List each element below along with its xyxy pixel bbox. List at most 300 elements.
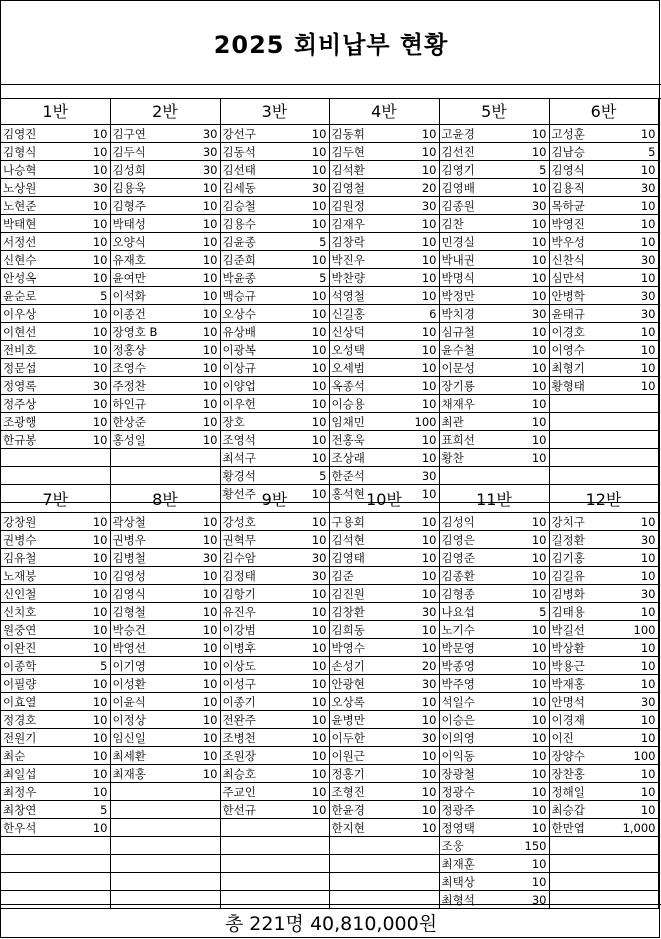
member-amount: 10 [385,449,439,467]
member-name: 정홍기 [329,765,385,783]
member-amount: 5 [605,143,658,161]
member-name [110,801,166,819]
member-name: 나요섭 [439,603,495,621]
member-name [1,855,57,873]
class-header: 11반 [439,487,549,513]
member-name: 신상덕 [329,323,385,341]
member-name: 김유철 [1,549,57,567]
member-amount: 10 [57,603,110,621]
member-amount: 10 [57,621,110,639]
member-name: 이현선 [1,323,57,341]
member-name: 정주상 [1,395,57,413]
member-amount: 10 [166,215,220,233]
member-amount: 10 [166,621,220,639]
member-name: 옥종석 [329,377,385,395]
member-row [1,855,658,873]
member-amount: 10 [276,125,329,143]
member-name: 백승규 [220,287,276,305]
member-row [1,143,658,161]
member-amount: 10 [495,233,549,251]
member-name: 신인철 [1,585,57,603]
member-name: 김병화 [549,585,605,603]
member-name: 최관 [439,413,495,431]
member-name: 석영철 [329,287,385,305]
member-name: 박태성 [110,215,166,233]
member-amount: 10 [605,729,658,747]
top-class-table [1,99,659,503]
member-name [220,819,276,837]
member-amount: 10 [276,711,329,729]
member-name: 한우석 [1,819,57,837]
member-amount: 10 [166,179,220,197]
member-amount: 10 [495,711,549,729]
member-amount: 10 [57,531,110,549]
member-amount: 10 [276,531,329,549]
member-amount: 10 [57,585,110,603]
member-amount: 10 [605,233,658,251]
member-row [1,395,658,413]
member-amount: 10 [385,639,439,657]
member-amount: 30 [495,305,549,323]
member-amount: 10 [495,639,549,657]
member-amount: 10 [57,323,110,341]
member-amount: 10 [495,413,549,431]
member-name: 김선진 [439,143,495,161]
member-name: 유재호 [110,251,166,269]
member-name: 조웅 [439,837,495,855]
member-row [1,567,658,585]
member-name: 오상수 [220,305,276,323]
member-amount: 10 [57,567,110,585]
class-header: 12반 [549,487,658,513]
member-name [1,467,57,485]
member-row [1,585,658,603]
member-name: 박승건 [110,621,166,639]
member-amount [166,467,220,485]
member-name [1,873,57,891]
member-amount: 10 [57,783,110,801]
member-amount [385,837,439,855]
member-name: 김병철 [110,549,166,567]
member-name: 강선구 [220,125,276,143]
member-amount: 10 [605,657,658,675]
member-name: 조광행 [1,413,57,431]
member-amount: 10 [495,675,549,693]
member-name: 이상규 [220,359,276,377]
member-amount: 10 [495,269,549,287]
member-name [549,855,605,873]
member-name: 권병수 [1,531,57,549]
member-name [110,819,166,837]
member-name: 박재홍 [549,675,605,693]
member-amount: 10 [495,395,549,413]
member-name: 권혁무 [220,531,276,549]
member-amount [57,467,110,485]
member-name: 이성환 [110,675,166,693]
member-name: 김영식 [110,585,166,603]
member-name: 김형종 [439,585,495,603]
member-name: 황선주 [220,485,276,503]
member-amount: 10 [495,323,549,341]
member-name: 유상배 [220,323,276,341]
member-name: 이양업 [220,377,276,395]
member-amount: 10 [57,197,110,215]
member-name: 심규철 [439,323,495,341]
member-name: 이종건 [110,305,166,323]
spacer-row [1,85,661,99]
member-amount: 100 [605,621,658,639]
member-amount: 10 [276,305,329,323]
member-amount [605,431,658,449]
member-amount: 5 [57,287,110,305]
member-name: 김용수 [220,215,276,233]
member-row [1,233,658,251]
member-name: 한지현 [329,819,385,837]
member-amount: 10 [495,819,549,837]
member-name: 김영태 [329,549,385,567]
member-row [1,621,658,639]
member-amount: 10 [276,215,329,233]
member-name [220,837,276,855]
member-name: 김재우 [329,215,385,233]
member-name: 신길홍 [329,305,385,323]
member-amount: 10 [57,359,110,377]
member-amount: 10 [385,431,439,449]
member-name [329,855,385,873]
member-amount: 10 [495,287,549,305]
member-amount: 5 [57,801,110,819]
member-row [1,729,658,747]
member-name [110,783,166,801]
class-header: 7반 [1,487,110,513]
member-amount: 10 [276,359,329,377]
member-amount: 10 [385,341,439,359]
member-amount: 10 [57,161,110,179]
member-amount: 10 [495,431,549,449]
member-amount: 10 [57,413,110,431]
member-name: 김영기 [439,161,495,179]
member-name: 유진우 [220,603,276,621]
member-name: 김원정 [329,197,385,215]
member-row [1,657,658,675]
member-amount [57,449,110,467]
member-name: 전홍욱 [329,431,385,449]
member-name: 조영석 [220,431,276,449]
member-amount: 10 [385,359,439,377]
member-amount [605,449,658,467]
member-amount: 10 [276,693,329,711]
member-name: 이광복 [220,341,276,359]
member-row [1,873,658,891]
member-amount: 10 [605,359,658,377]
member-amount: 10 [276,657,329,675]
member-name: 김승철 [220,197,276,215]
member-amount: 10 [495,341,549,359]
member-name: 장찬홍 [549,765,605,783]
member-name: 이효열 [1,693,57,711]
member-name: 손성기 [329,657,385,675]
member-name: 이기영 [110,657,166,675]
member-name: 나승혁 [1,161,57,179]
member-amount: 10 [57,513,110,531]
member-amount: 10 [495,873,549,891]
member-name: 박치경 [439,305,495,323]
member-amount: 10 [276,251,329,269]
member-name: 한만엽 [549,819,605,837]
member-name: 이병후 [220,639,276,657]
member-amount [166,783,220,801]
member-name: 김동휘 [329,125,385,143]
member-amount: 10 [57,549,110,567]
member-amount: 10 [276,585,329,603]
member-amount: 10 [57,765,110,783]
member-name: 이우헌 [220,395,276,413]
member-name: 한규봉 [1,431,57,449]
member-name: 김수암 [220,549,276,567]
member-name: 권병우 [110,531,166,549]
member-row [1,197,658,215]
member-amount [57,873,110,891]
member-amount: 20 [385,657,439,675]
member-name: 김종환 [439,567,495,585]
member-name: 박영진 [549,215,605,233]
member-amount: 1,000 [605,819,658,837]
member-amount: 10 [166,711,220,729]
member-amount: 20 [385,179,439,197]
member-name: 윤순로 [1,287,57,305]
member-name: 김석현 [329,531,385,549]
member-amount: 10 [276,675,329,693]
member-name [220,873,276,891]
member-amount: 10 [276,801,329,819]
member-name: 최순 [1,747,57,765]
member-amount: 30 [276,179,329,197]
member-amount: 10 [166,197,220,215]
member-name: 안광현 [329,675,385,693]
member-row [1,359,658,377]
member-amount: 10 [276,341,329,359]
member-amount: 10 [166,729,220,747]
member-amount [166,873,220,891]
member-amount: 10 [605,513,658,531]
member-row [1,161,658,179]
member-amount: 10 [385,251,439,269]
member-amount [166,801,220,819]
member-name: 강치구 [549,513,605,531]
member-amount: 10 [385,819,439,837]
member-amount: 30 [166,161,220,179]
member-name [549,837,605,855]
member-name [220,855,276,873]
member-row [1,179,658,197]
member-amount: 10 [385,215,439,233]
member-amount: 30 [385,675,439,693]
member-amount: 10 [57,143,110,161]
member-row [1,467,658,485]
member-amount: 5 [495,161,549,179]
member-amount [605,837,658,855]
member-amount: 10 [166,567,220,585]
member-name: 김성희 [110,161,166,179]
member-name: 박태현 [1,215,57,233]
member-amount: 10 [495,729,549,747]
member-amount: 10 [276,783,329,801]
member-amount: 10 [57,251,110,269]
member-amount: 10 [385,711,439,729]
member-name: 이의영 [439,729,495,747]
member-amount: 10 [385,513,439,531]
member-name: 한준석 [329,467,385,485]
member-row [1,675,658,693]
member-amount: 10 [166,269,220,287]
member-name: 이성구 [220,675,276,693]
member-row [1,269,658,287]
member-amount: 10 [57,341,110,359]
member-name: 박진우 [329,251,385,269]
member-name [549,873,605,891]
member-name: 김정태 [220,567,276,585]
bottom-class-table [1,487,659,909]
member-name: 장영호 B [110,323,166,341]
member-amount: 10 [495,513,549,531]
member-amount [276,837,329,855]
member-name: 김선태 [220,161,276,179]
member-name [549,395,605,413]
member-name: 오성택 [329,341,385,359]
member-row [1,377,658,395]
member-amount [605,873,658,891]
member-amount: 10 [605,603,658,621]
member-name: 김형식 [1,143,57,161]
member-amount [276,855,329,873]
member-amount: 10 [57,711,110,729]
member-name: 이정상 [110,711,166,729]
member-amount: 10 [495,693,549,711]
member-name: 김준 [329,567,385,585]
member-name: 박종영 [439,657,495,675]
member-amount: 10 [57,675,110,693]
member-name: 김영배 [439,179,495,197]
member-amount: 10 [495,179,549,197]
member-amount: 150 [495,837,549,855]
member-amount: 10 [385,377,439,395]
member-amount: 10 [385,567,439,585]
member-amount: 30 [385,467,439,485]
member-name: 김성익 [439,513,495,531]
member-row [1,765,658,783]
member-amount: 10 [57,729,110,747]
member-amount: 10 [166,675,220,693]
member-name: 안성옥 [1,269,57,287]
member-name: 정문섭 [1,359,57,377]
member-amount: 10 [166,233,220,251]
member-amount: 10 [57,233,110,251]
member-amount: 10 [605,323,658,341]
member-name: 홍석현 [329,485,385,503]
member-amount: 30 [605,179,658,197]
member-amount: 10 [166,585,220,603]
member-name: 이상도 [220,657,276,675]
member-name: 최택상 [439,873,495,891]
member-row [1,305,658,323]
member-name: 석일수 [439,693,495,711]
member-amount: 10 [495,531,549,549]
member-amount: 10 [495,783,549,801]
member-amount: 10 [495,359,549,377]
member-name [329,873,385,891]
member-amount: 10 [276,431,329,449]
member-amount: 10 [605,215,658,233]
member-amount: 5 [276,269,329,287]
member-amount: 10 [605,675,658,693]
member-name: 최창연 [1,801,57,819]
member-amount: 10 [166,305,220,323]
member-amount: 10 [276,729,329,747]
member-amount: 5 [276,233,329,251]
member-amount: 10 [495,377,549,395]
member-name: 주교인 [220,783,276,801]
member-amount: 10 [276,287,329,305]
member-name: 홍성일 [110,431,166,449]
member-name: 박용근 [549,657,605,675]
member-name: 신현수 [1,251,57,269]
member-amount: 10 [495,449,549,467]
member-amount [57,837,110,855]
class-header: 10반 [329,487,439,513]
member-amount: 10 [276,161,329,179]
member-name: 심만석 [549,269,605,287]
member-amount: 10 [276,485,329,503]
class-header: 2반 [110,99,220,125]
member-name: 노기수 [439,621,495,639]
member-name: 윤태규 [549,305,605,323]
member-amount: 10 [385,395,439,413]
member-name: 박찬량 [329,269,385,287]
member-amount: 10 [605,125,658,143]
class-header: 5반 [439,99,549,125]
member-row [1,323,658,341]
member-name: 오세범 [329,359,385,377]
member-amount: 6 [385,305,439,323]
class-header: 4반 [329,99,439,125]
member-name: 서정선 [1,233,57,251]
class-header: 3반 [220,99,329,125]
member-amount: 10 [276,513,329,531]
member-name: 김기홍 [549,549,605,567]
member-name: 표희선 [439,431,495,449]
member-amount [605,855,658,873]
member-amount: 30 [57,377,110,395]
member-name: 전완주 [220,711,276,729]
member-name: 김석환 [329,161,385,179]
member-amount: 10 [605,197,658,215]
member-amount: 10 [605,567,658,585]
member-amount: 10 [605,765,658,783]
member-name: 정경호 [1,711,57,729]
member-amount: 10 [385,585,439,603]
member-name: 김동석 [220,143,276,161]
member-amount: 10 [605,801,658,819]
member-name: 박영수 [329,639,385,657]
member-name: 이강범 [220,621,276,639]
total-summary: 총 221명 40,810,000원 [1,904,661,939]
class-header: 6반 [549,99,658,125]
member-name: 최정우 [1,783,57,801]
member-name: 김세동 [220,179,276,197]
member-amount: 10 [166,531,220,549]
member-amount: 10 [57,693,110,711]
page-title: 2025 회비납부 현황 [1,1,661,85]
